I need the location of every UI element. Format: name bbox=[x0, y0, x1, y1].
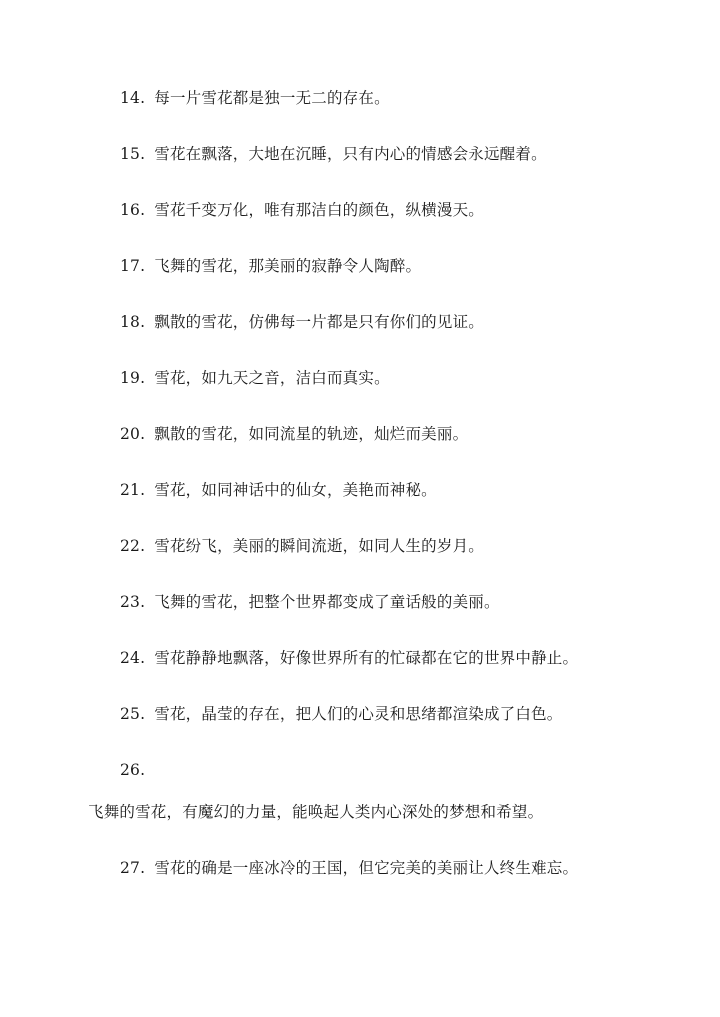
item-text: 雪花，如九天之音，洁白而真实。 bbox=[154, 369, 390, 387]
list-item bbox=[120, 423, 468, 445]
list-item bbox=[120, 647, 578, 669]
item-number: 22. bbox=[120, 537, 146, 555]
item-text: 雪花，晶莹的存在，把人们的心灵和思绪都渲染成了白色。 bbox=[154, 705, 563, 723]
item-text: 雪花静静地飘落，好像世界所有的忙碌都在它的世界中静止。 bbox=[154, 649, 579, 667]
item-number: 15. bbox=[120, 145, 146, 163]
item-text: 雪花的确是一座冰冷的王国，但它完美的美丽让人终生难忘。 bbox=[154, 859, 579, 877]
item-text: 雪花，如同神话中的仙女，美艳而神秘。 bbox=[154, 481, 437, 499]
item-text: 飘散的雪花，仿佛每一片都是只有你们的见证。 bbox=[154, 313, 484, 331]
list-item bbox=[120, 143, 547, 165]
list-item bbox=[120, 479, 437, 501]
item-text: 飘散的雪花，如同流星的轨迹，灿烂而美丽。 bbox=[154, 425, 469, 443]
list-item bbox=[120, 535, 484, 557]
item-text: 每一片雪花都是独一无二的存在。 bbox=[154, 89, 390, 107]
list-item bbox=[120, 255, 421, 277]
item-text: 雪花千变万化，唯有那洁白的颜色，纵横漫天。 bbox=[154, 201, 484, 219]
list-item-number-only bbox=[120, 759, 145, 781]
item-number: 20. bbox=[120, 425, 146, 443]
item-number: 18. bbox=[120, 313, 146, 331]
item-text: 飞舞的雪花，把整个世界都变成了童话般的美丽。 bbox=[154, 593, 500, 611]
item-number: 19. bbox=[120, 369, 146, 387]
list-item bbox=[120, 311, 484, 333]
item-number: 26. bbox=[120, 761, 146, 779]
item-number: 17. bbox=[120, 257, 146, 275]
list-item bbox=[120, 87, 390, 109]
item-text: 雪花纷飞，美丽的瞬间流逝，如同人生的岁月。 bbox=[154, 537, 484, 555]
item-text: 飞舞的雪花，有魔幻的力量，能唤起人类内心深处的梦想和希望。 bbox=[88, 803, 544, 821]
item-number: 21. bbox=[120, 481, 146, 499]
list-item bbox=[120, 857, 578, 879]
list-item bbox=[120, 199, 484, 221]
item-number: 24. bbox=[120, 649, 146, 667]
list-item bbox=[120, 591, 500, 613]
item-number: 25. bbox=[120, 705, 146, 723]
item-number: 14. bbox=[120, 89, 146, 107]
list-item bbox=[120, 367, 390, 389]
list-item-wrapped-text bbox=[88, 801, 543, 823]
list-item bbox=[120, 703, 562, 725]
item-text: 雪花在飘落，大地在沉睡，只有内心的情感会永远醒着。 bbox=[154, 145, 547, 163]
item-number: 16. bbox=[120, 201, 146, 219]
item-number: 27. bbox=[120, 859, 146, 877]
item-number: 23. bbox=[120, 593, 146, 611]
item-text: 飞舞的雪花，那美丽的寂静令人陶醉。 bbox=[154, 257, 422, 275]
